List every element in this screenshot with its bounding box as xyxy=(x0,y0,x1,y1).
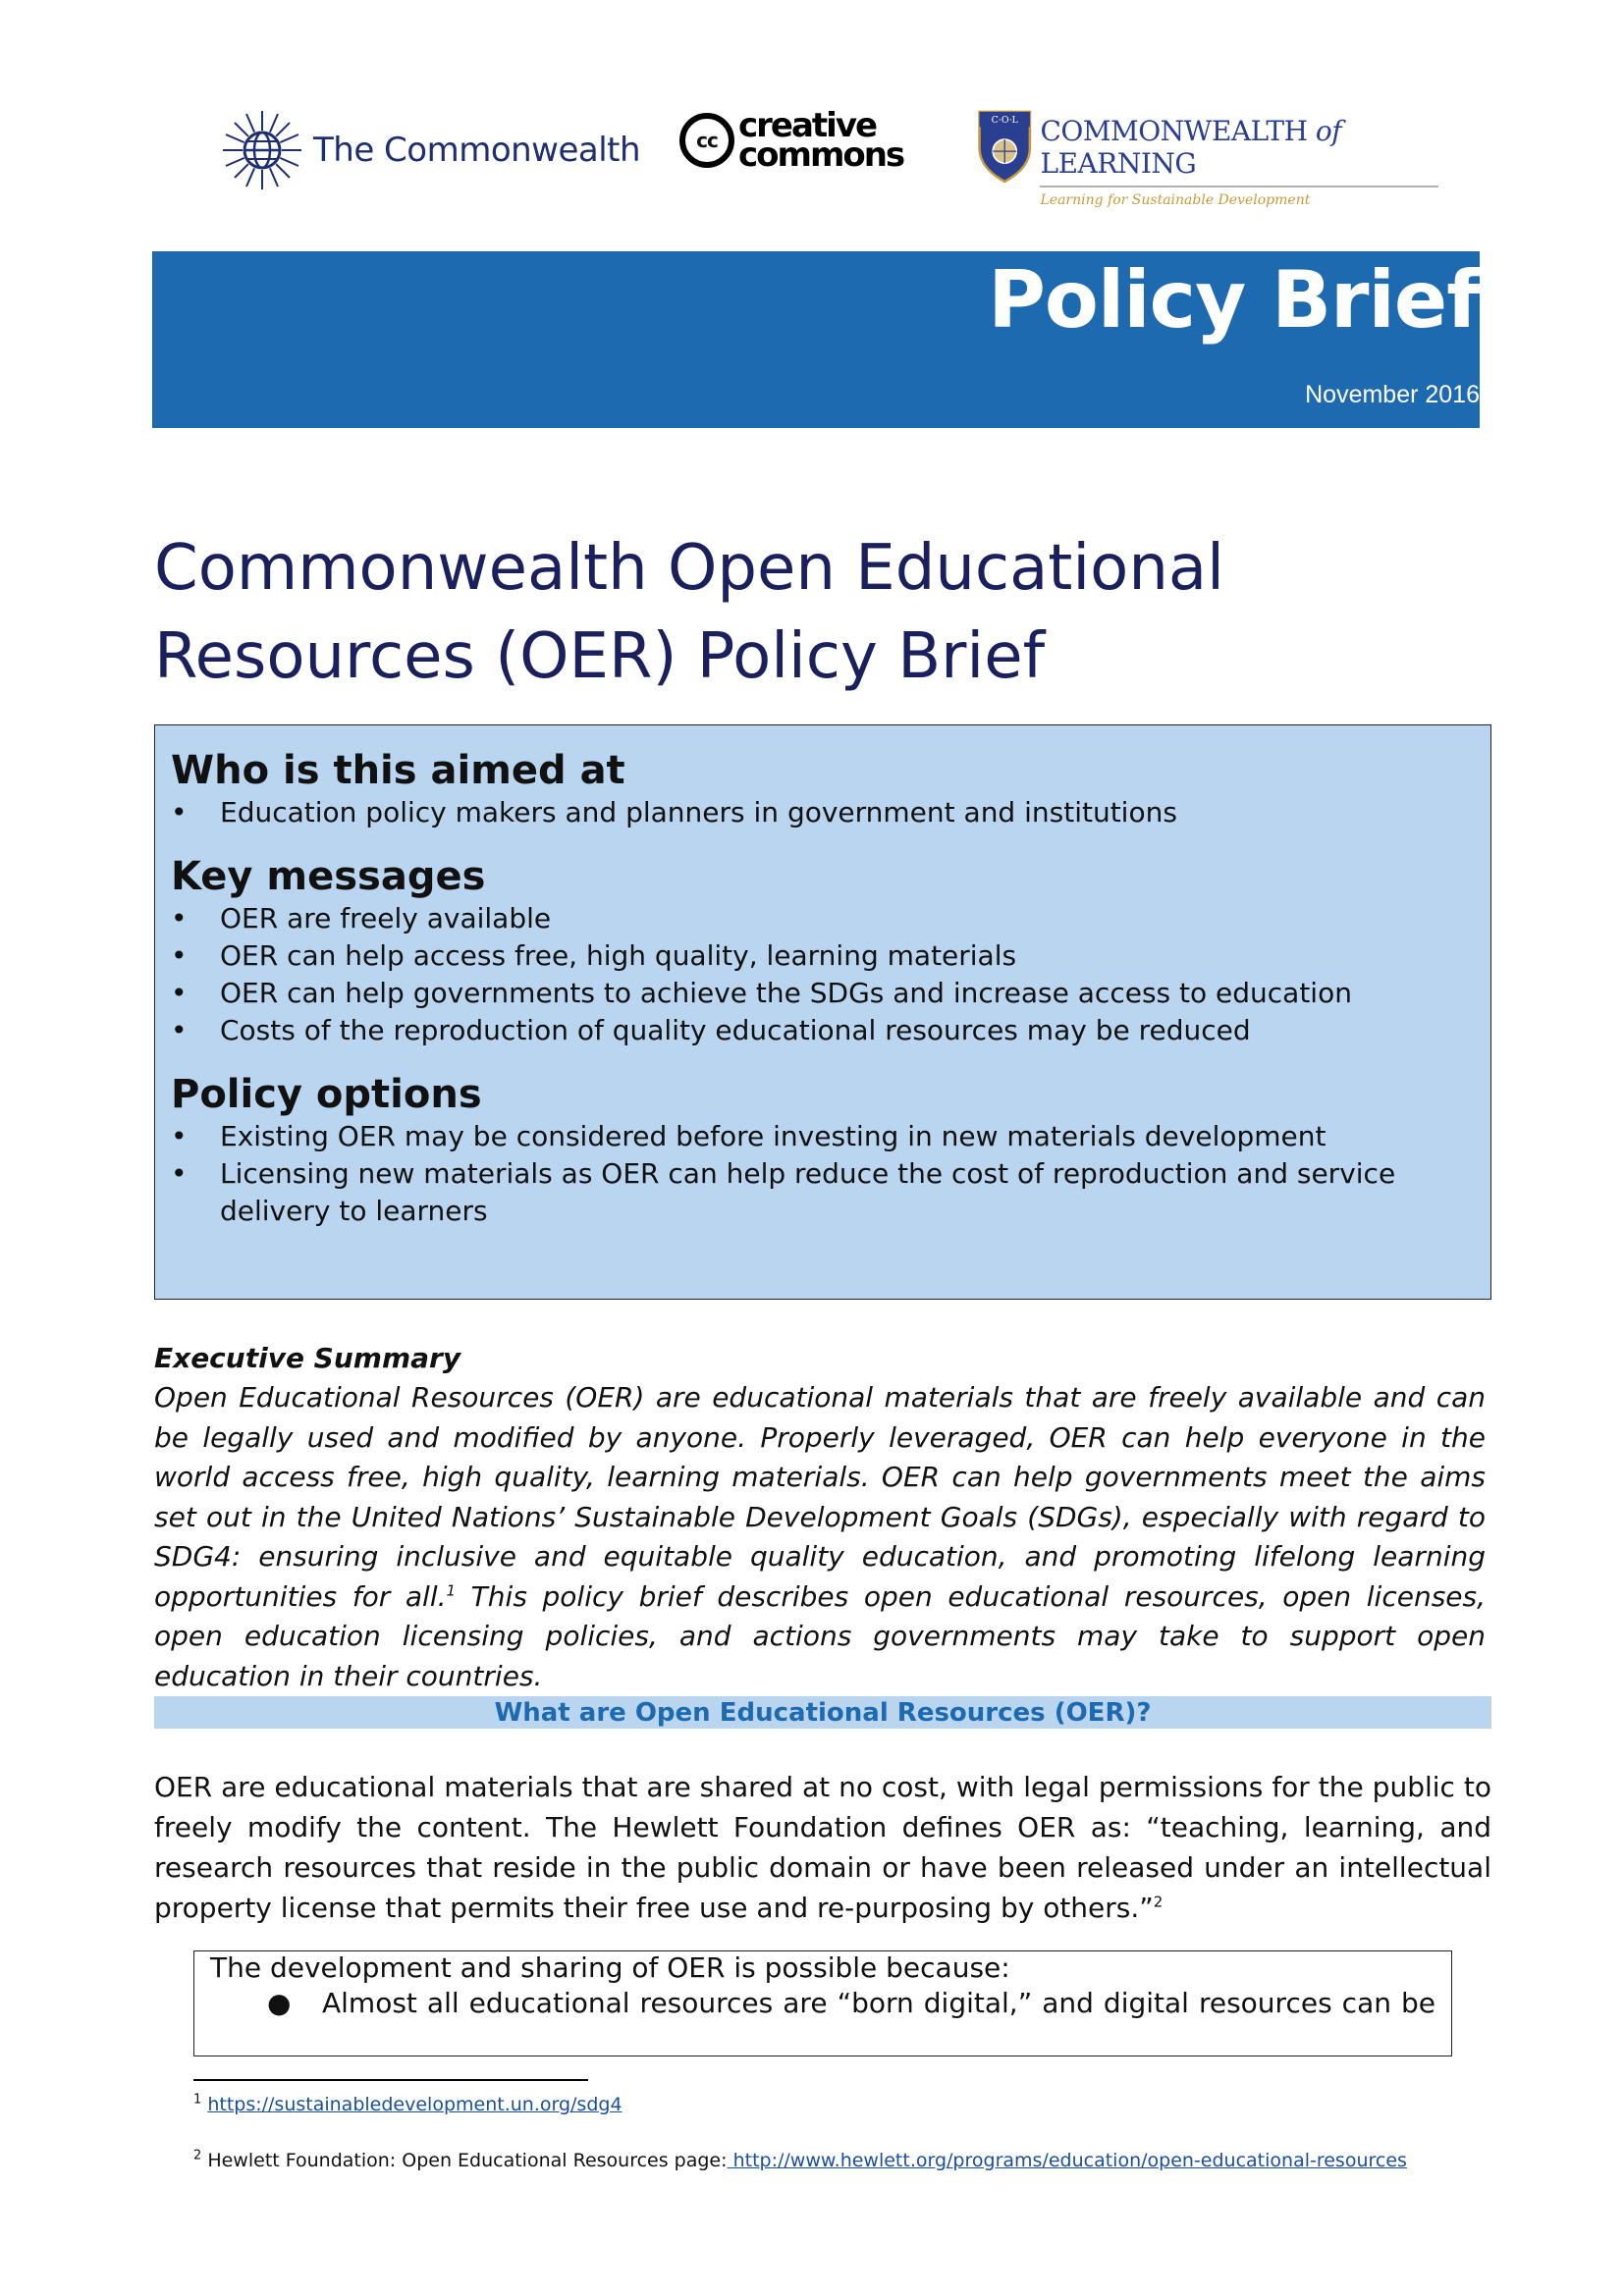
cc-word-commons: commons xyxy=(738,135,904,175)
commonwealth-globe-icon xyxy=(221,109,303,191)
cc-mark-text: cc xyxy=(696,129,718,152)
footnote-1 xyxy=(193,2094,623,2115)
list-item: • OER can help governments to achieve the SDGs and increase access to education xyxy=(171,975,1490,1012)
development-list-item xyxy=(210,1985,1435,2022)
policy-options-list xyxy=(171,1118,1490,1230)
document-title xyxy=(154,524,1470,701)
footnote-2 xyxy=(193,2150,1407,2171)
footnote-number: 2 xyxy=(193,2148,202,2163)
col-name-part2: LEARNING xyxy=(1040,147,1197,180)
list-item: • OER can help access free, high quality, learning materials xyxy=(171,937,1490,975)
col-logo-text xyxy=(1040,115,1438,208)
cc-word-creative: creative xyxy=(738,106,877,145)
audience-list xyxy=(171,794,1490,831)
section-heading-oer: What are Open Educational Resources (OER)? xyxy=(154,1696,1491,1729)
bullet-icon: ● xyxy=(267,1987,292,2019)
executive-summary-text-part2: This policy brief describes open educational resources, open licenses, open education licensing policies, and actions governments may take to support open education in their countries. xyxy=(154,1579,1487,1692)
executive-summary-heading: Executive Summary xyxy=(154,1342,461,1374)
logo-row xyxy=(221,103,1438,211)
commonwealth-logo xyxy=(221,109,640,191)
list-item: • Licensing new materials as OER can help reduce the cost of reproduction and service delivery to learners xyxy=(171,1155,1490,1230)
col-shield-text: C·O·L xyxy=(991,115,1018,127)
list-item: • OER are freely available xyxy=(171,900,1490,937)
footnote-text: Hewlett Foundation: Open Educational Resources page: xyxy=(207,2150,728,2171)
col-shield-icon xyxy=(977,103,1032,189)
col-name-of: of xyxy=(1315,115,1342,147)
oer-definition-paragraph xyxy=(154,1767,1491,1928)
list-item: • Existing OER may be considered before investing in new materials development xyxy=(171,1118,1490,1155)
col-name-part1: COMMONWEALTH xyxy=(1040,115,1316,147)
list-item: • Costs of the reproduction of quality educational resources may be reduced xyxy=(171,1012,1490,1049)
commonwealth-logo-text: The Commonwealth xyxy=(313,131,641,170)
footnote-ref-2[interactable]: 2 xyxy=(1153,1893,1164,1911)
oer-development-box xyxy=(193,1950,1452,2056)
footnote-link[interactable]: http://www.hewlett.org/programs/education/open-educational-resources xyxy=(727,2150,1407,2171)
development-intro: The development and sharing of OER is possible because: xyxy=(210,1951,1010,1984)
creative-commons-wordmark xyxy=(738,106,904,175)
footnote-link[interactable]: https://sustainabledevelopment.un.org/sdg4 xyxy=(207,2094,623,2115)
key-messages-heading: Key messages xyxy=(171,854,486,899)
policy-options-heading: Policy options xyxy=(171,1072,482,1117)
col-name xyxy=(1040,115,1438,187)
oer-definition-text: OER are educational materials that are shared at no cost, with legal permissions for the public to freely modify the content. The Hewlett Foundation defines OER as: “teaching, learning, and research resources that reside in the public domain or have been released under an intellectual property license that permits their free use and re-purposing by others.” xyxy=(154,1771,1491,1924)
audience-heading: Who is this aimed at xyxy=(171,748,625,793)
key-messages-list xyxy=(171,900,1490,1049)
footnote-number: 1 xyxy=(193,2092,202,2108)
cc-icon xyxy=(679,113,734,168)
col-logo xyxy=(977,103,1438,208)
document-title-line2: Resources (OER) Policy Brief xyxy=(154,620,1046,693)
executive-summary-text xyxy=(154,1378,1486,1696)
development-item-text: Almost all educational resources are “born digital,” and digital resources can be xyxy=(322,1987,1435,2019)
banner-title: Policy Brief xyxy=(988,254,1480,346)
executive-summary-text-part1: Open Educational Resources (OER) are educational materials that are freely available and can be legally used and modified by anyone. Properly leveraged, OER can help everyone in the world access free, high quality, learning materials. OER can help governments meet the aims set out in the United Nations’ Sustainable Development Goals (SDGs), especially with regard to SDG4: ensuring inclusive and equitable quality education, and promoting lifelong learning opportunities for all. xyxy=(154,1381,1486,1613)
creative-commons-logo xyxy=(679,106,904,175)
footnote-ref-1[interactable]: 1 xyxy=(446,1581,457,1600)
policy-brief-banner xyxy=(152,251,1480,428)
banner-date: November 2016 xyxy=(1305,381,1480,408)
footnote-separator xyxy=(193,2079,588,2081)
summary-box xyxy=(154,724,1491,1300)
document-title-line1: Commonwealth Open Educational xyxy=(154,532,1224,605)
list-item: • Education policy makers and planners in government and institutions xyxy=(171,794,1490,831)
col-tagline: Learning for Sustainable Development xyxy=(1040,192,1311,208)
executive-summary xyxy=(154,1339,1486,1696)
